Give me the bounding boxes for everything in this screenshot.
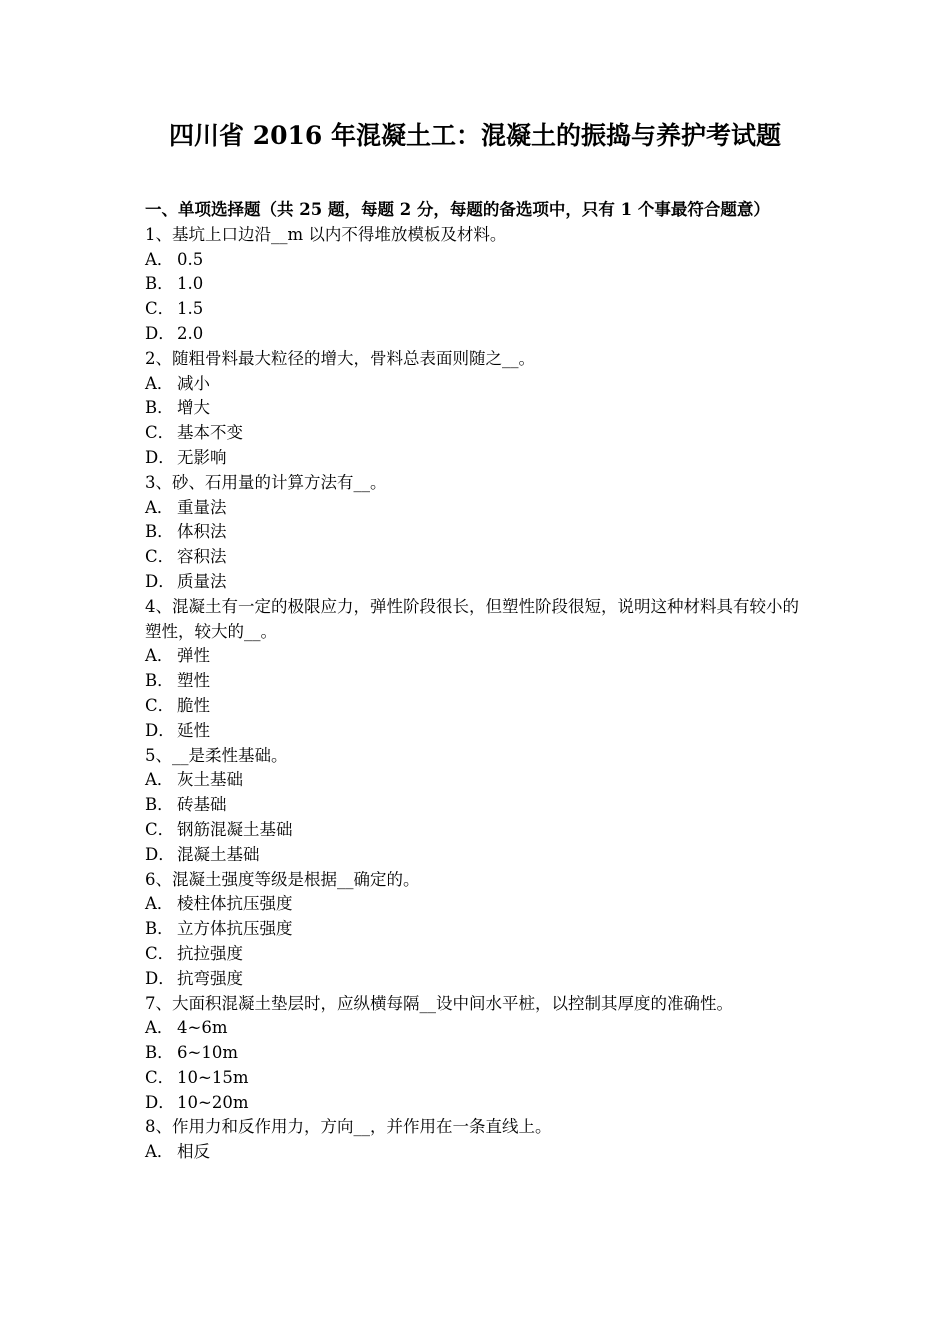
option-text: 质量法	[177, 571, 227, 591]
option-letter: B．	[145, 919, 174, 939]
document-content	[145, 198, 810, 1165]
option-letter: B．	[145, 274, 174, 294]
answer-option	[145, 719, 810, 744]
option-letter: C．	[145, 695, 175, 715]
option-text: 4~6m	[177, 1018, 228, 1038]
option-letter: B．	[145, 522, 174, 542]
option-letter: B．	[145, 398, 174, 418]
answer-option	[145, 917, 810, 942]
option-letter: D．	[145, 571, 175, 591]
answer-option	[145, 818, 810, 843]
option-text: 混凝土基础	[177, 844, 260, 864]
option-text: 塑性	[177, 671, 210, 691]
option-letter: A．	[145, 1018, 174, 1038]
option-letter: C．	[145, 819, 175, 839]
question-item	[145, 744, 810, 868]
question-text: 6、混凝土强度等级是根据__确定的。	[145, 869, 420, 889]
answer-option	[145, 942, 810, 967]
option-text: 脆性	[177, 695, 210, 715]
option-text: 0.5	[177, 249, 204, 269]
option-letter: A．	[145, 1142, 174, 1162]
option-letter: D．	[145, 844, 175, 864]
answer-option	[145, 1091, 810, 1116]
answer-option	[145, 1016, 810, 1041]
option-letter: C．	[145, 547, 175, 567]
answer-option	[145, 1041, 810, 1066]
option-text: 1.0	[177, 274, 204, 294]
question-item	[145, 1115, 810, 1165]
option-text: 重量法	[177, 497, 227, 517]
option-text: 容积法	[177, 547, 227, 567]
option-text: 抗拉强度	[177, 943, 243, 963]
option-text: 立方体抗压强度	[177, 919, 293, 939]
answer-option	[145, 272, 810, 297]
answer-option	[145, 892, 810, 917]
answer-option	[145, 297, 810, 322]
option-text: 10~15m	[177, 1067, 249, 1087]
option-letter: D．	[145, 720, 175, 740]
option-letter: B．	[145, 1043, 174, 1063]
option-text: 砖基础	[177, 795, 227, 815]
answer-option	[145, 694, 810, 719]
option-letter: A．	[145, 646, 174, 666]
question-text: 3、砂、石用量的计算方法有__。	[145, 472, 387, 492]
question-list	[145, 223, 810, 1165]
option-text: 6~10m	[177, 1043, 238, 1063]
question-text: 1、基坑上口边沿__m 以内不得堆放模板及材料。	[145, 224, 507, 244]
option-letter: A．	[145, 894, 174, 914]
answer-option	[145, 545, 810, 570]
option-letter: A．	[145, 249, 174, 269]
question-item	[145, 223, 810, 347]
option-text: 1.5	[177, 299, 204, 319]
option-text: 基本不变	[177, 423, 243, 443]
section-heading: 一、单项选择题（共 25 题，每题 2 分，每题的备选项中，只有 1 个事最符合题意）	[145, 200, 770, 219]
question-text: 8、作用力和反作用力，方向__，并作用在一条直线上。	[145, 1117, 552, 1137]
answer-option	[145, 248, 810, 273]
option-letter: B．	[145, 671, 174, 691]
option-letter: D．	[145, 968, 175, 988]
answer-option	[145, 967, 810, 992]
document-title: 四川省 2016 年混凝土工：混凝土的振捣与养护考试题	[169, 121, 781, 150]
option-text: 增大	[177, 398, 210, 418]
option-text: 无影响	[177, 447, 227, 467]
option-text: 灰土基础	[177, 770, 243, 790]
option-letter: D．	[145, 447, 175, 467]
answer-option	[145, 669, 810, 694]
question-text: 7、大面积混凝土垫层时，应纵横每隔__设中间水平桩，以控制其厚度的准确性。	[145, 993, 733, 1013]
answer-option	[145, 1066, 810, 1091]
option-text: 相反	[177, 1142, 210, 1162]
question-item	[145, 992, 810, 1116]
option-text: 2.0	[177, 323, 204, 343]
option-letter: A．	[145, 497, 174, 517]
answer-option	[145, 322, 810, 347]
answer-option	[145, 396, 810, 421]
question-item	[145, 471, 810, 595]
option-letter: B．	[145, 795, 174, 815]
answer-option	[145, 1140, 810, 1165]
answer-option	[145, 793, 810, 818]
question-text: 2、随粗骨料最大粒径的增大，骨料总表面则随之__。	[145, 348, 535, 368]
answer-option	[145, 421, 810, 446]
question-item	[145, 868, 810, 992]
answer-option	[145, 372, 810, 397]
answer-option	[145, 570, 810, 595]
option-letter: C．	[145, 423, 175, 443]
answer-option	[145, 446, 810, 471]
question-item	[145, 347, 810, 471]
option-letter: C．	[145, 299, 175, 319]
question-text: 5、__是柔性基础。	[145, 745, 288, 765]
option-text: 棱柱体抗压强度	[177, 894, 293, 914]
option-text: 体积法	[177, 522, 227, 542]
answer-option	[145, 644, 810, 669]
option-text: 弹性	[177, 646, 210, 666]
option-letter: D．	[145, 323, 175, 343]
question-item	[145, 595, 810, 744]
option-letter: A．	[145, 373, 174, 393]
option-letter: D．	[145, 1092, 175, 1112]
option-text: 钢筋混凝土基础	[177, 819, 293, 839]
option-letter: C．	[145, 943, 175, 963]
option-text: 10~20m	[177, 1092, 249, 1112]
option-text: 延性	[177, 720, 210, 740]
answer-option	[145, 843, 810, 868]
option-letter: A．	[145, 770, 174, 790]
answer-option	[145, 768, 810, 793]
option-text: 减小	[177, 373, 210, 393]
option-letter: C．	[145, 1067, 175, 1087]
answer-option	[145, 520, 810, 545]
option-text: 抗弯强度	[177, 968, 243, 988]
answer-option	[145, 496, 810, 521]
question-text: 4、混凝土有一定的极限应力，弹性阶段很长，但塑性阶段很短，说明这种材料具有较小的塑性，较大的__。	[145, 596, 799, 641]
